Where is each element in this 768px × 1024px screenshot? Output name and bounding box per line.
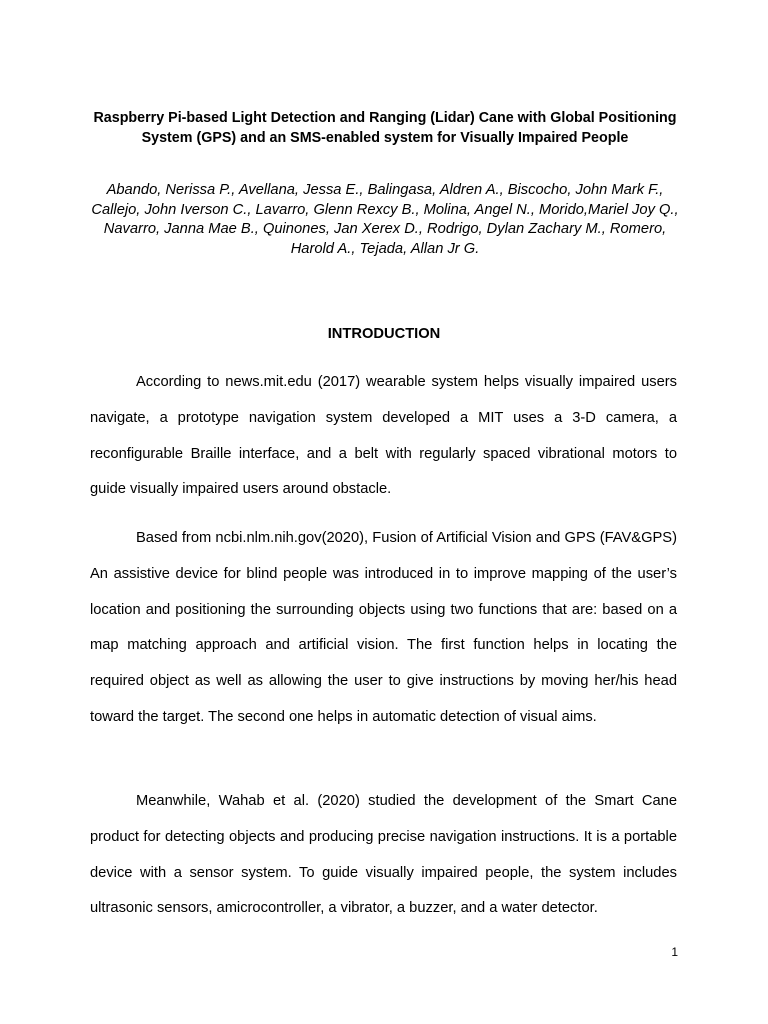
author-list: Abando, Nerissa P., Avellana, Jessa E., Balingasa, Aldren A., Biscocho, John Mark F., Callejo, John Iverson C., Lavarro, Glenn Rexcy B., Molina, Angel N., Morido,Mariel Joy Q., Navarro, Janna Mae B., Quinones, Jan Xerex D., Rodrigo, Dylan Zachary M., Romero, Harold A., Tejada, Allan Jr G. [91,182,679,257]
section-heading: INTRODUCTION [327,326,441,342]
paragraph: Meanwhile, Wahab et al. (2020) studied the development of the Smart Cane product for detecting objects and producing precise navigation instructions. It is a portable device with a sensor system. To guide visually impaired people, the system includes ultrasonic sensors, amicrocontroller, a vibrator, a buzzer, and a water detector. [90,793,677,917]
paragraph: Based from ncbi.nlm.nih.gov(2020), Fusion of Artificial Vision and GPS (FAV&GPS) An assistive device for blind people was introduced in to improve mapping of the user’s location and positioning the surrounding objects using two functions that are: based on a map matching approach and artificial vision. The first function helps in locating the required object as well as allowing the user to give instructions by moving her/his head toward the target. The second one helps in automatic detection of visual aims. [90,530,677,725]
page-number: 1 [671,945,678,959]
paper-title: Raspberry Pi-based Light Detection and Ranging (Lidar) Cane with Global Positioning System (GPS) and an SMS-enabled system for Visually Impaired People [93,110,677,146]
paragraph: According to news.mit.edu (2017) wearable system helps visually impaired users navigate, a prototype navigation system developed a MIT uses a 3-D camera, a reconfigurable Braille interface, and a belt with regularly spaced vibrational motors to guide visually impaired users around obstacle. [90,374,677,498]
